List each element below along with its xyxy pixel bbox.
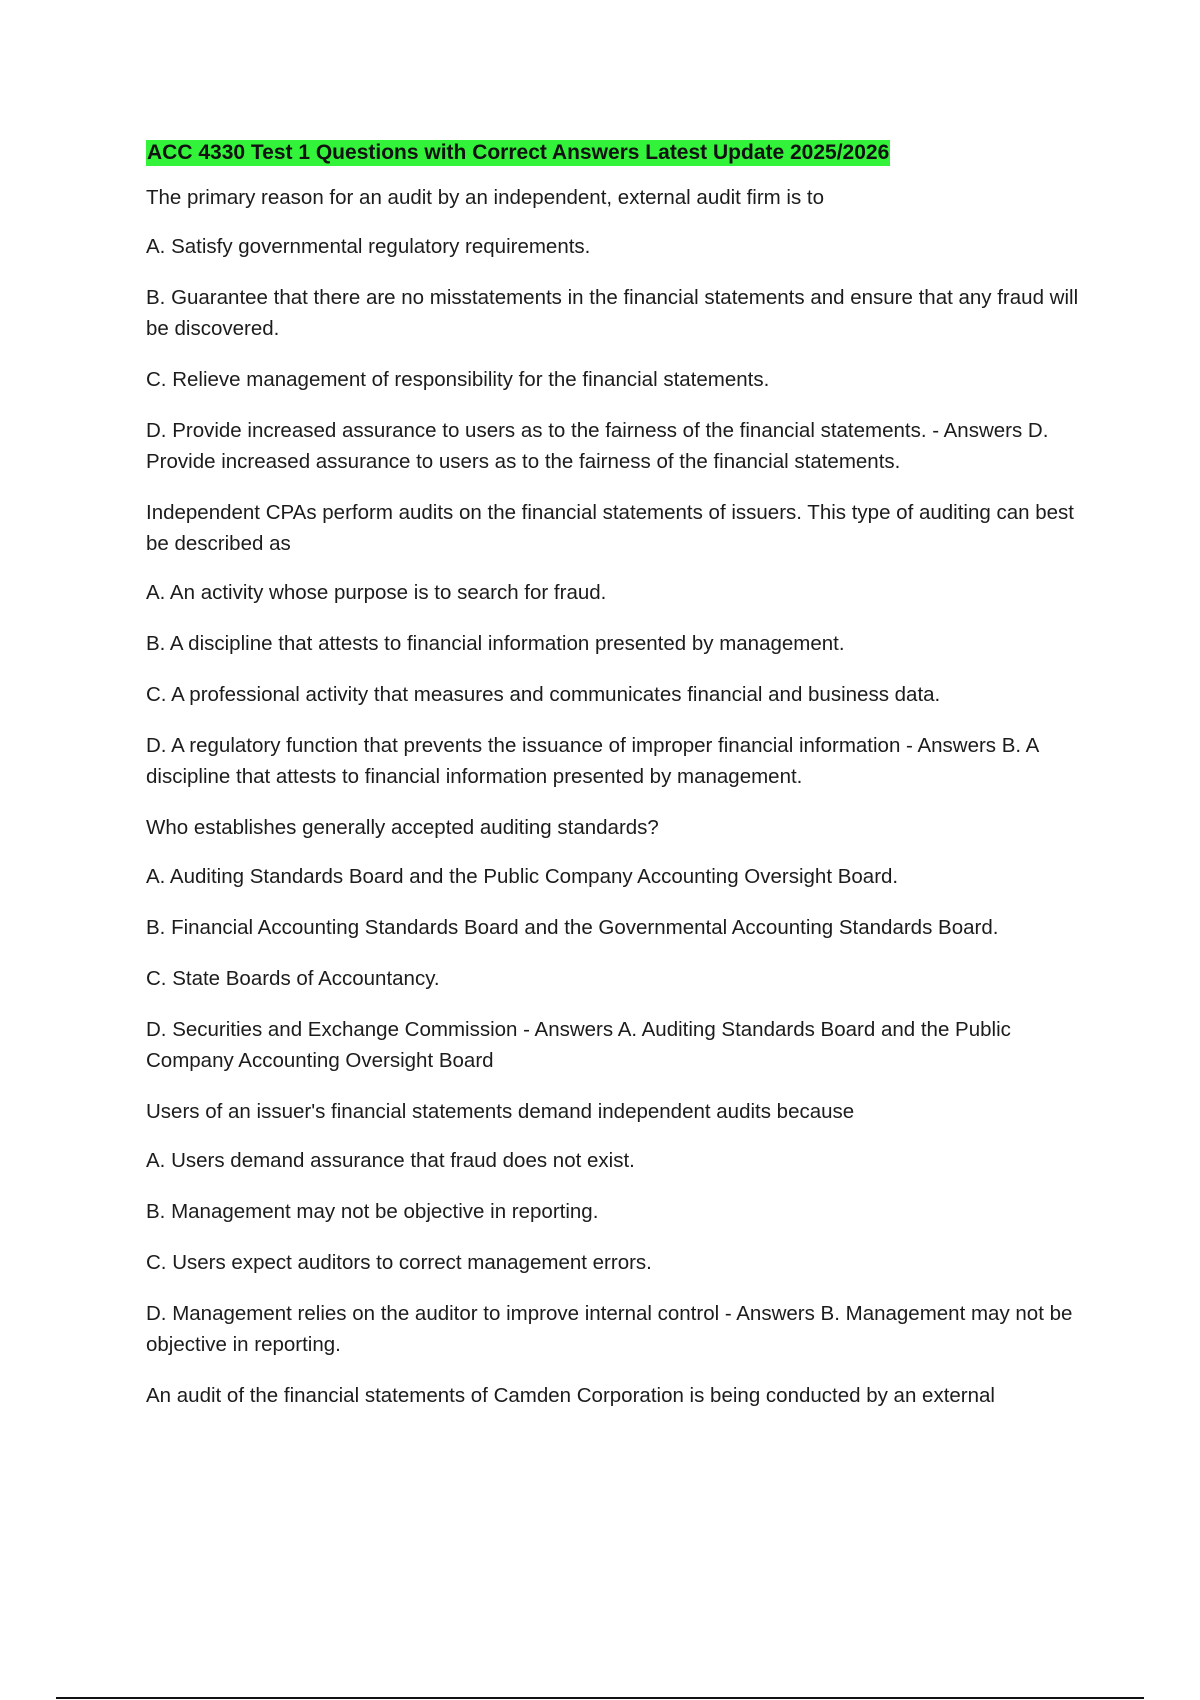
question-2-option-b: B. A discipline that attests to financial information presented by management. (146, 632, 845, 655)
question-3-option-b: B. Financial Accounting Standards Board and the Governmental Accounting Standards Board. (146, 916, 999, 939)
question-1-option-c: C. Relieve management of responsibility for the financial statements. (146, 368, 770, 391)
question-1-stem: The primary reason for an audit by an independent, external audit firm is to (146, 186, 825, 209)
question-2-option-c: C. A professional activity that measures and communicates financial and business data. (146, 683, 941, 706)
document-content (146, 140, 1086, 1429)
document-title: ACC 4330 Test 1 Questions with Correct Answers Latest Update 2025/2026 (147, 141, 890, 164)
question-3-option-c: C. State Boards of Accountancy. (146, 967, 440, 990)
question-2-stem: Independent CPAs perform audits on the financial statements of issuers. This type of auditing can best be described as (146, 501, 1074, 555)
question-1-option-d-answer: D. Provide increased assurance to users as to the fairness of the financial statements. - Answers D. Provide increased assurance to users as to the fairness of the financial statements. (146, 419, 1049, 473)
question-3-option-a: A. Auditing Standards Board and the Public Company Accounting Oversight Board. (146, 865, 899, 888)
question-4-stem: Users of an issuer's financial statements demand independent audits because (146, 1100, 855, 1123)
question-1-option-b: B. Guarantee that there are no misstatements in the financial statements and ensure that any fraud will be discovered. (146, 286, 1079, 340)
question-4-option-b: B. Management may not be objective in reporting. (146, 1200, 599, 1223)
question-3-stem: Who establishes generally accepted auditing standards? (146, 816, 659, 839)
question-5-stem: An audit of the financial statements of Camden Corporation is being conducted by an external (146, 1384, 995, 1407)
page-bottom-rule (56, 1697, 1144, 1699)
question-2-option-d-answer: D. A regulatory function that prevents the issuance of improper financial information - Answers B. A discipline that attests to financial information presented by management. (146, 734, 1039, 788)
question-1-option-a: A. Satisfy governmental regulatory requirements. (146, 235, 591, 258)
question-4-option-a: A. Users demand assurance that fraud does not exist. (146, 1149, 635, 1172)
question-4-option-c: C. Users expect auditors to correct management errors. (146, 1251, 652, 1274)
question-2-option-a: A. An activity whose purpose is to search for fraud. (146, 581, 607, 604)
question-3-option-d-answer: D. Securities and Exchange Commission - Answers A. Auditing Standards Board and the Public Company Accounting Oversight Board (146, 1018, 1011, 1072)
question-4-option-d-answer: D. Management relies on the auditor to improve internal control - Answers B. Management may not be objective in reporting. (146, 1302, 1073, 1356)
document-title-row (146, 140, 1086, 182)
